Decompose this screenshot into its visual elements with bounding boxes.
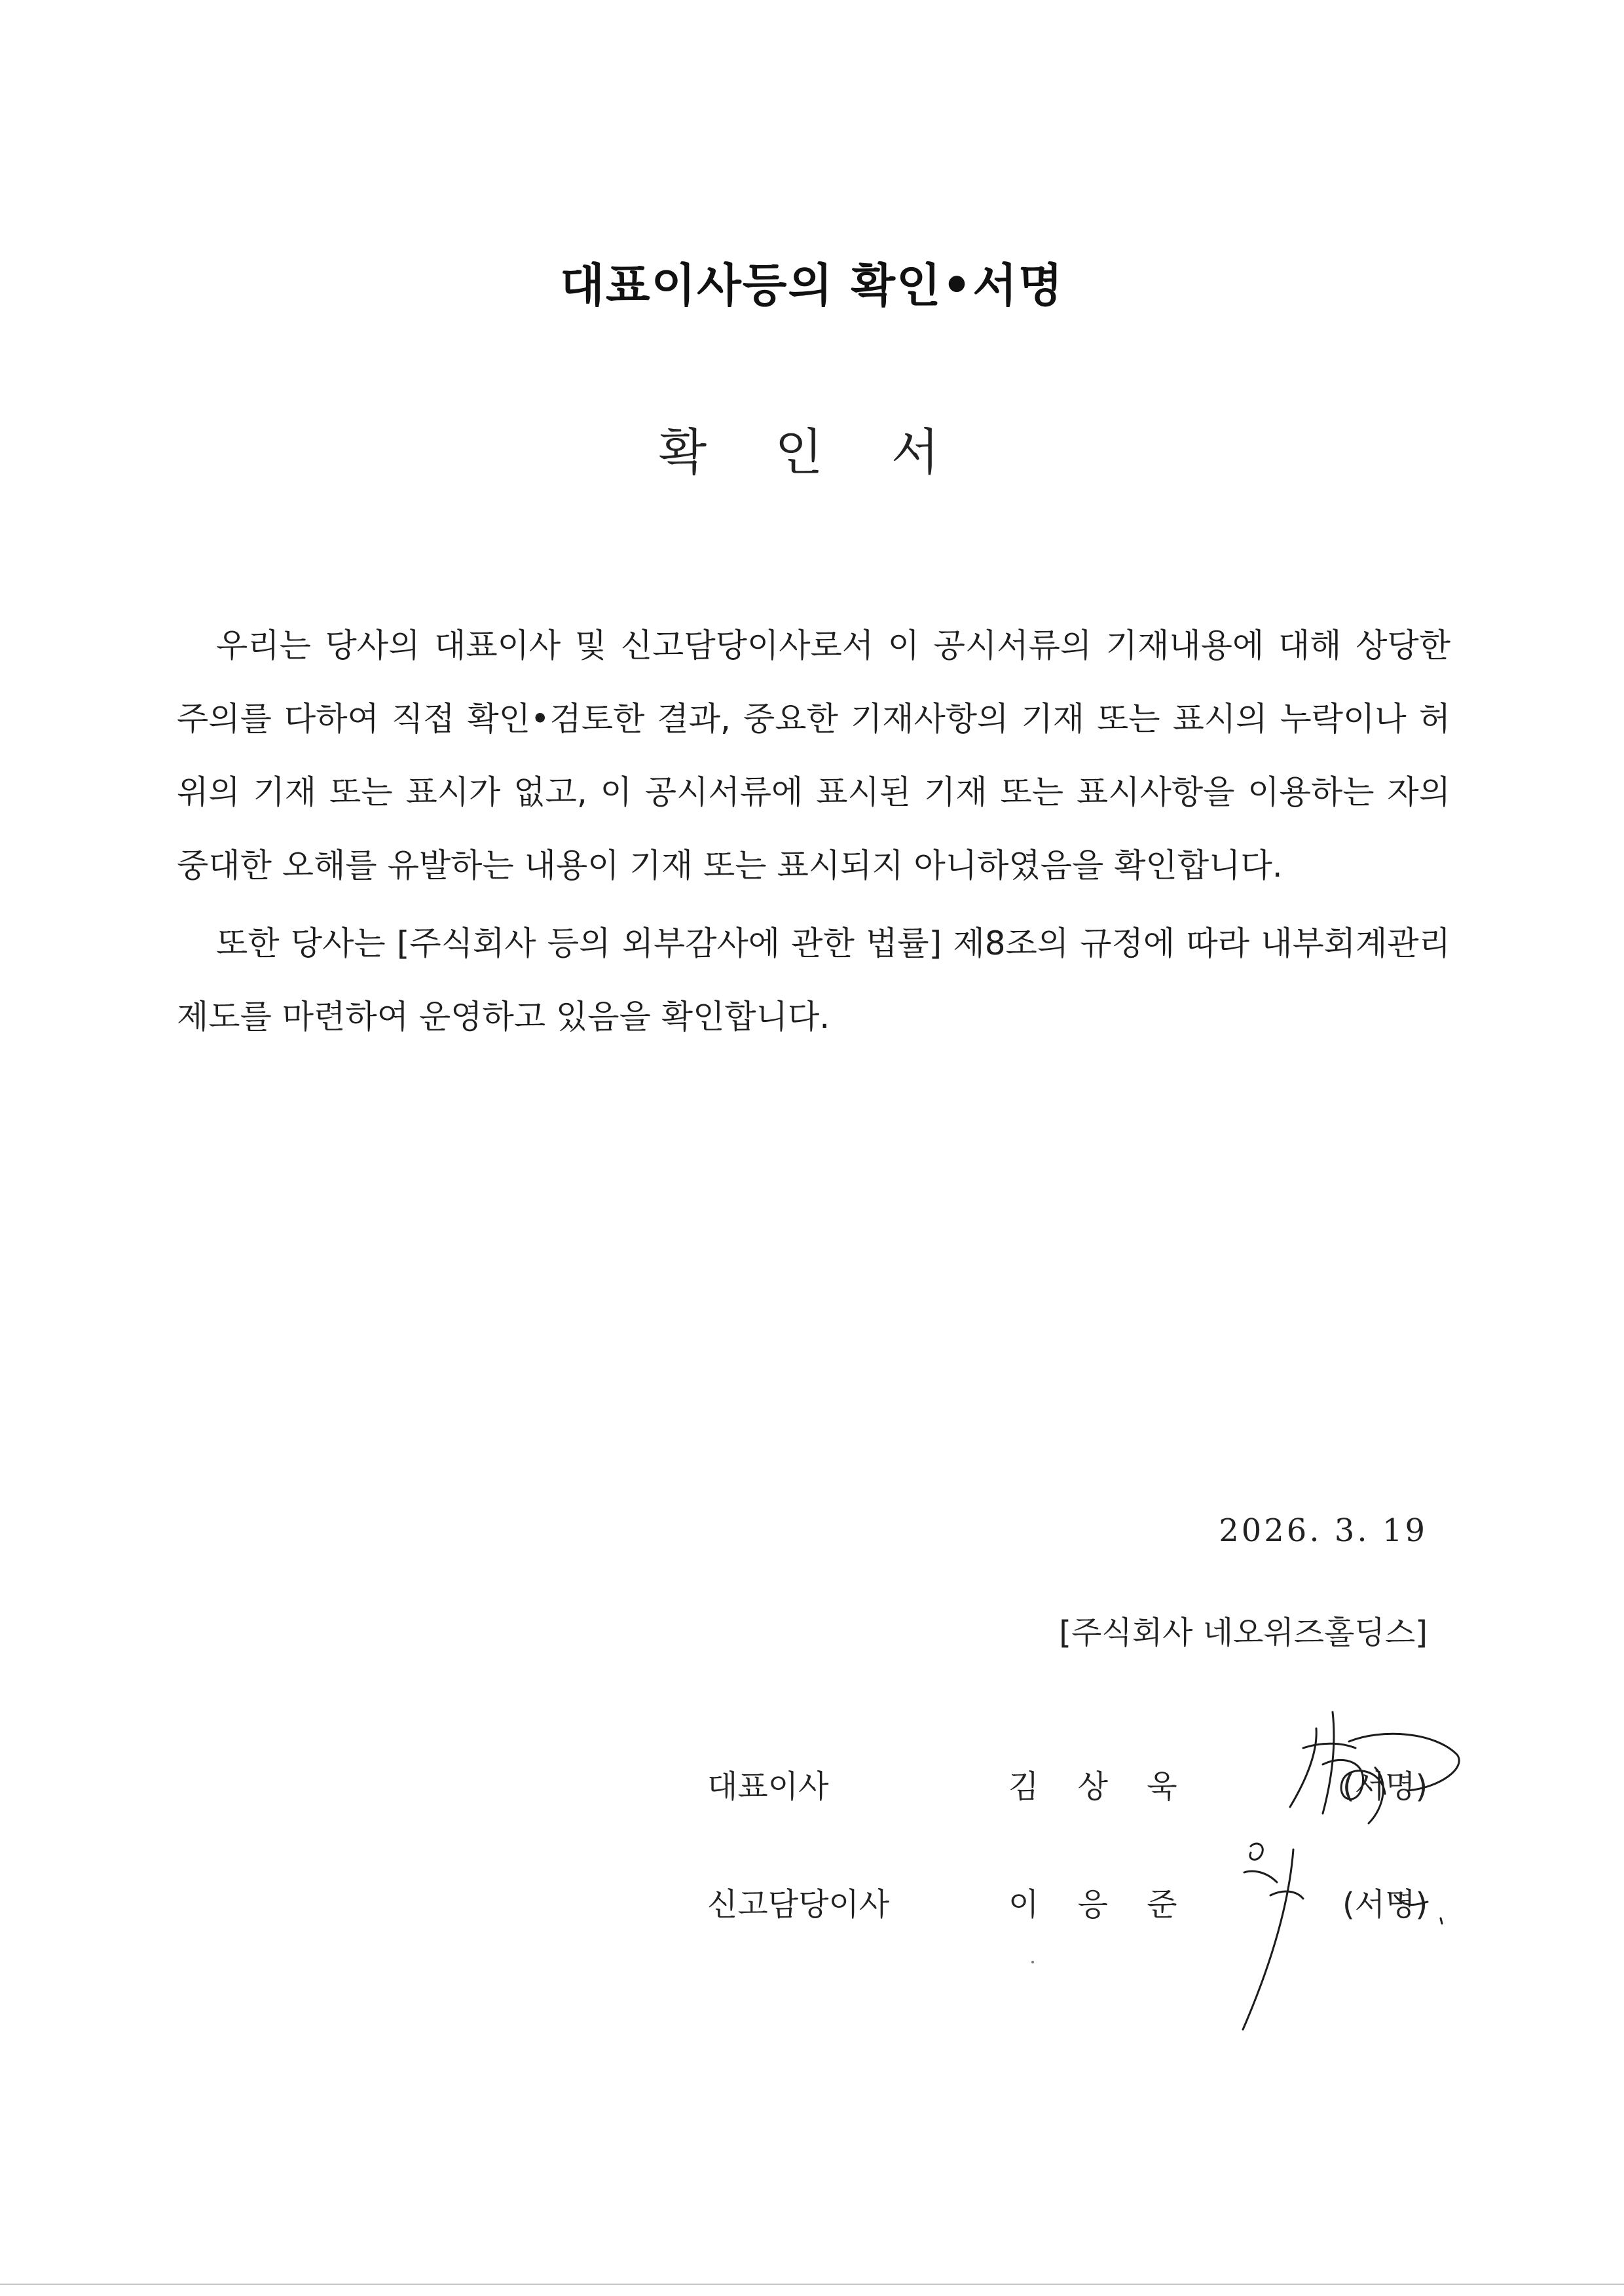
scan-edge-line [0,2284,1624,2285]
signature-mark-label: (서명) [1342,1886,1428,1923]
signatory-role: 대표이사 [707,1768,829,1805]
company-name: [주식회사 네오위즈홀딩스] [1059,1614,1428,1651]
signature-mark-label: (서명) [1342,1768,1428,1805]
document-title: 대표이사등의 확인•서명 [560,259,1064,312]
document-subtitle: 확 인 서 [658,423,966,481]
scan-speck [1031,1961,1034,1963]
confirmation-text: 우리는 당사의 대표이사 및 신고담당이사로서 이 공시서류의 기재내용에 대해 상당한 주의를 다하여 직접 확인•검토한 결과, 중요한 기재사항의 기재 또는 표시의 누락이나 허위의 기재 또는 표시가 없고, 이 공시서류에 표시된 기재 또는 표시사항을 이용하는 자의 중대한 오해를 유발하는 내용이 기재 또는 표시되지 아니하였음을 확인합니다. [177,627,1450,884]
internal-control-text: 또한 당사는 [주식회사 등의 외부감사에 관한 법률] 제8조의 규정에 따라 내부회계관리제도를 마련하여 운영하고 있음을 확인합니다. [177,924,1450,1036]
document-date: 2026. 3. 19 [1219,1512,1428,1549]
signatory-name: 이 응 준 [1008,1886,1192,1923]
internal-control-paragraph [177,907,1450,1053]
signatory-name: 김 상 욱 [1008,1768,1192,1805]
signatory-row-reporting-director [0,1879,1624,1931]
confirmation-paragraph [177,609,1450,902]
handwritten-signature-reporting-director [1231,1833,1467,2036]
signatory-row-ceo [0,1761,1624,1813]
signatory-role: 신고담당이사 [707,1886,890,1923]
